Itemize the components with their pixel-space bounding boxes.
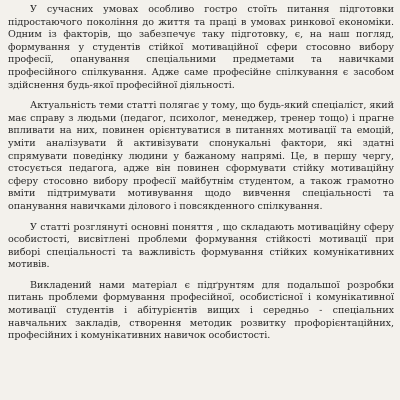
paragraph-conclusion: Викладений нами матеріал є підґрунтям для подальшої розробки питань проблеми формування професійної, особистісної і комунікативної мотивації студентів і абітурієнтів вищих і середньо - спеціальних навчальних закладів, створення методик розвитку профорієнтаційних, професійних і комунікативних навичок особистості.	[8, 279, 394, 342]
text-column	[8, 4, 394, 343]
paragraph-scope: У статті розглянуті основні поняття , що складають мотиваційну сферу особистості, висвітлені проблеми формування стійкості мотивації при виборі спеціальності та важливість формування стійких комунікативних мотивів.	[8, 221, 394, 271]
paragraph-relevance: Актуальність теми статті полягає у тому, що будь-який спеціаліст, який має справу з людьми (педагог, психолог, менеджер, тренер тощо) і прагне впливати на них, повинен орієнтуватися в питаннях мотивації та емоцій, уміти аналізувати й активізувати спонукальні фактори, які здатні спрямувати поведінку людини у бажаному напрямі. Це, в першу чергу, стосується педагога, адже він повинен сформувати стійку мотиваційну сферу стосовно вибору професії майбутнім студентом, а також грамотно вміти підтримувати мотивування щодо вивчення спеціальності та опанування навичками ділового і повсякденного спілкування.	[8, 100, 394, 212]
paragraph-intro: У сучасних умовах особливо гостро стоїть питання підготовки підростаючого покоління до життя та праці в умовах ринкової економіки. Одним із факторів, що забезпечує таку підготовку, є, на наш погляд, формування у студентів стійкої мотиваційної сфери стосовно вибору професії, опанування спеціальними предметами та навичками професійного спілкування. Адже саме професійне спілкування є засобом здійснення будь-якої професійної діяльності.	[8, 4, 394, 91]
